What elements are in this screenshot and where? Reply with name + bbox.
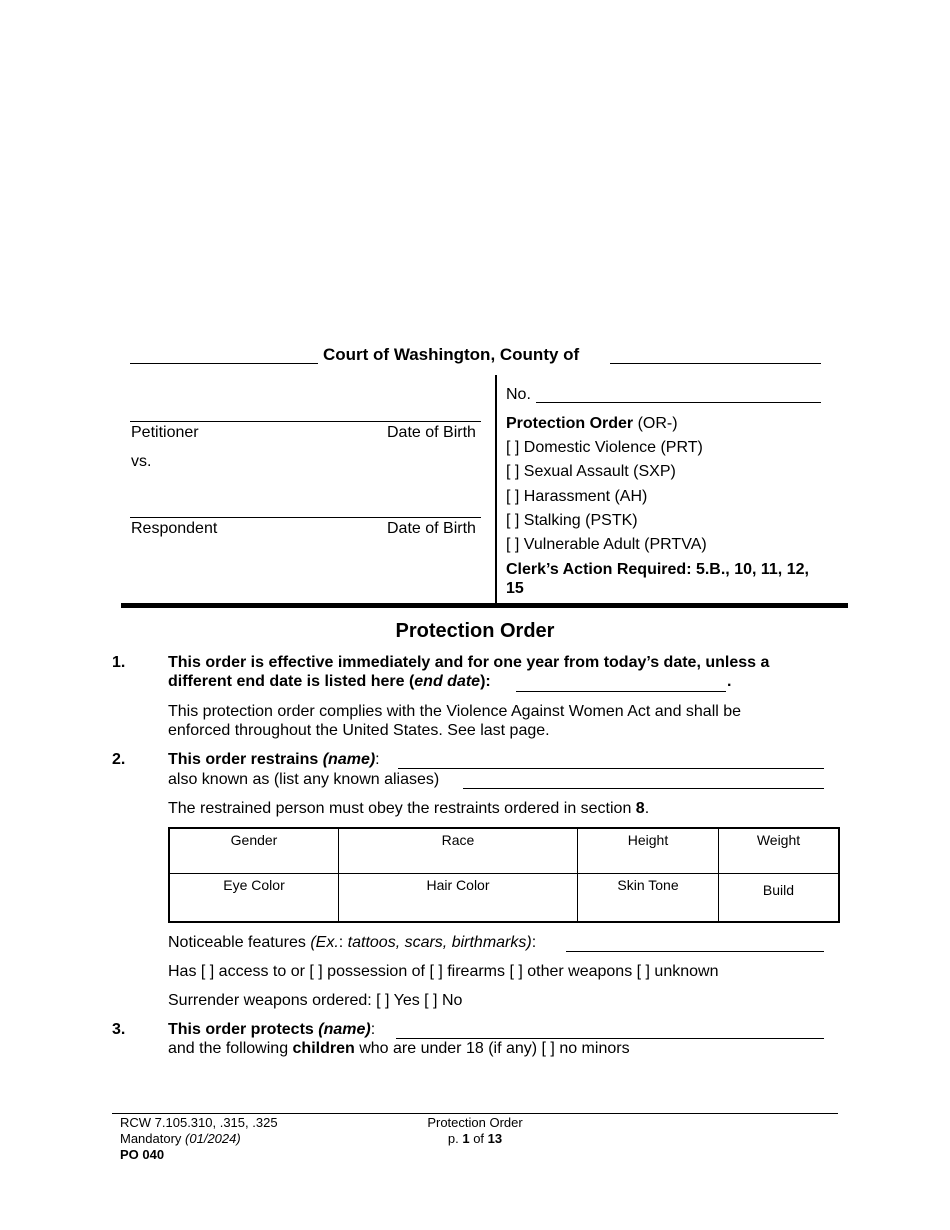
features-mid: : xyxy=(338,934,348,951)
obey-prefix: The restrained person must obey the restraints ordered in section xyxy=(168,800,636,817)
county-blank[interactable] xyxy=(610,347,821,364)
obey-suffix: . xyxy=(644,800,650,817)
order-type-code: (OR-) xyxy=(637,415,678,432)
children-line xyxy=(168,1040,630,1058)
protects-label-bold: This order protects xyxy=(168,1021,319,1038)
end-date-label: end date xyxy=(414,673,481,690)
race-cell[interactable]: Race xyxy=(339,828,578,873)
footer-left xyxy=(120,1115,278,1163)
weapons-access-line[interactable]: Has [ ] access to or [ ] possession of [ ] firearms [ ] other weapons [ ] unknown xyxy=(168,963,719,980)
hair-color-cell[interactable]: Hair Color xyxy=(339,873,578,922)
order-type-option[interactable]: [ ] Harassment (AH) xyxy=(506,488,648,505)
weight-cell[interactable]: Weight xyxy=(719,828,840,873)
section-1-line-2-prefix: different end date is listed here ( xyxy=(168,673,415,690)
children-prefix: and the following xyxy=(168,1040,293,1057)
vs-label: vs. xyxy=(131,453,152,470)
aka-blank[interactable] xyxy=(463,771,824,789)
clerk-action-line-1: Clerk’s Action Required: 5.B., 10, 11, 12, xyxy=(506,561,809,578)
section-1-line-2-suffix: ): xyxy=(480,673,491,690)
height-cell[interactable]: Height xyxy=(578,828,719,873)
order-type-heading xyxy=(506,415,678,433)
order-type-option[interactable]: [ ] Stalking (PSTK) xyxy=(506,512,638,529)
court-name-blank[interactable] xyxy=(130,347,318,364)
restrains-label xyxy=(168,751,380,769)
surrender-weapons-line[interactable]: Surrender weapons ordered: [ ] Yes [ ] No xyxy=(168,992,463,1009)
order-type-option[interactable]: [ ] Vulnerable Adult (PRTVA) xyxy=(506,536,707,553)
petitioner-dob-label: Date of Birth xyxy=(387,424,476,441)
noticeable-features-blank[interactable] xyxy=(566,934,824,952)
petitioner-blank[interactable] xyxy=(130,405,481,422)
footer-page-total: 13 xyxy=(487,1131,503,1146)
restrains-name-hint: (name) xyxy=(322,751,376,768)
footer-mandatory-prefix: Mandatory xyxy=(120,1131,186,1146)
skin-tone-cell[interactable]: Skin Tone xyxy=(578,873,719,922)
aka-label: also known as (list any known aliases) xyxy=(168,771,440,788)
caption-divider xyxy=(495,375,497,604)
clerk-action-line-2: 15 xyxy=(506,580,524,597)
footer-mandatory-date: (01/2024) xyxy=(185,1131,241,1146)
restrains-label-bold: This order restrains xyxy=(168,751,323,768)
section-1-line-2 xyxy=(168,673,491,691)
caption-bottom-rule xyxy=(121,603,848,608)
end-date-blank[interactable] xyxy=(516,674,726,692)
section-1-line-1: This order is effective immediately and for one year from today’s date, unless a xyxy=(168,654,770,671)
footer-page xyxy=(384,1131,566,1147)
protected-name-blank[interactable] xyxy=(396,1021,824,1039)
footer-form-code: PO 040 xyxy=(120,1147,165,1162)
section-2-number: 2. xyxy=(112,751,126,768)
obey-line xyxy=(168,800,649,818)
protects-label xyxy=(168,1021,375,1039)
features-prefix: Noticeable features xyxy=(168,934,311,951)
gender-cell[interactable]: Gender xyxy=(169,828,339,873)
document-title: Protection Order xyxy=(395,620,555,642)
footer-page-prefix: p. xyxy=(447,1131,463,1146)
restrains-colon: : xyxy=(375,751,380,768)
section-3-number: 3. xyxy=(112,1021,126,1038)
case-number-label: No. xyxy=(506,386,531,403)
case-number-blank[interactable] xyxy=(536,386,821,403)
footer-title: Protection Order xyxy=(427,1115,523,1130)
footer-mandatory xyxy=(120,1131,278,1147)
features-ex: (Ex. xyxy=(310,934,339,951)
restrained-name-blank[interactable] xyxy=(398,751,824,769)
order-type-heading-bold: Protection Order xyxy=(506,415,634,432)
court-title: Court of Washington, County of xyxy=(323,345,580,364)
end-date-period: . xyxy=(727,673,732,690)
build-cell[interactable]: Build xyxy=(719,873,840,922)
respondent-dob-label: Date of Birth xyxy=(387,520,476,537)
noticeable-features-label xyxy=(168,934,536,952)
children-bold: children xyxy=(292,1040,355,1057)
respondent-label: Respondent xyxy=(131,520,218,537)
section-1-number: 1. xyxy=(112,654,126,671)
children-suffix[interactable]: who are under 18 (if any) [ ] no minors xyxy=(354,1040,630,1057)
protects-colon: : xyxy=(370,1021,376,1038)
features-examples: tattoos, scars, birthmarks) xyxy=(347,934,532,951)
features-suffix: : xyxy=(531,934,537,951)
respondent-blank[interactable] xyxy=(130,501,481,518)
footer-rcw: RCW 7.105.310, .315, .325 xyxy=(120,1115,278,1130)
footer-center xyxy=(384,1115,566,1147)
order-type-option[interactable]: [ ] Domestic Violence (PRT) xyxy=(506,439,703,456)
protects-name-hint: (name) xyxy=(318,1021,371,1038)
physical-description-table xyxy=(168,827,840,923)
eye-color-cell[interactable]: Eye Color xyxy=(169,873,339,922)
vawa-paragraph-line-2: enforced throughout the United States. See last page. xyxy=(168,722,550,739)
vawa-paragraph-line-1: This protection order complies with the Violence Against Women Act and shall be xyxy=(168,703,742,720)
petitioner-label: Petitioner xyxy=(131,424,199,441)
footer-page-num: 1 xyxy=(462,1131,470,1146)
obey-section: 8 xyxy=(635,800,645,817)
footer-page-of: of xyxy=(469,1131,488,1146)
footer-rule xyxy=(112,1113,838,1114)
order-type-option[interactable]: [ ] Sexual Assault (SXP) xyxy=(506,463,676,480)
